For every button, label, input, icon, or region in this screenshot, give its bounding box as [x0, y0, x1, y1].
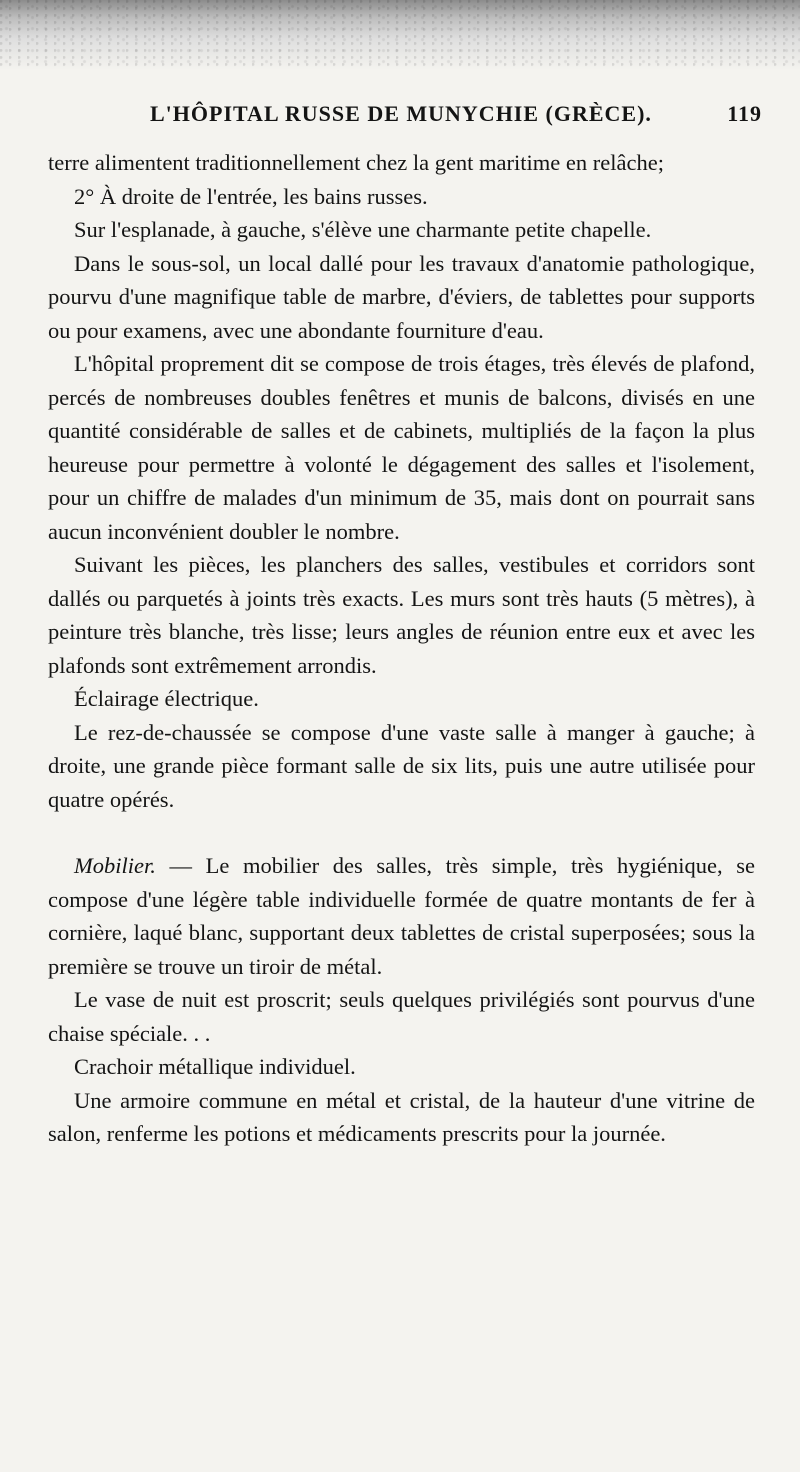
paragraph-mobilier: [48, 849, 755, 983]
mobilier-text: — Le mobilier des salles, très simple, très hygiénique, se compose d'une légère table individuelle formée de quatre montants de fer à cornière, laqué blanc, supportant deux tablettes de cristal superposées; sous la première se trouve un tiroir de métal.: [48, 853, 755, 979]
mobilier-label: Mobilier.: [74, 853, 156, 878]
paragraph-bains-russes: 2° À droite de l'entrée, les bains russes.: [74, 183, 428, 209]
running-header: [150, 101, 762, 137]
paragraph-eclairage: Éclairage électrique.: [74, 686, 259, 711]
page-number: 119: [727, 101, 762, 126]
paragraph-hopital: L'hôpital proprement dit se compose de trois étages, très élevés de plafond, percés de nombreuses doubles fenêtres et munis de balcons, divisés en une quantité considérable de salles et de cabinets, multipliés de la façon la plus heureuse pour permettre à volonté le dégagement des salles et l'isolement, pour un chiffre de malades d'un minimum de 35, mais dont on pourrait sans aucun inconvénient doubler le nombre.: [48, 351, 755, 544]
paragraph-rez-de-chaussee: Le rez-de-chaussée se compose d'une vaste salle à manger à gauche; à droite, une grande pièce formant salle de six lits, puis une autre utilisée pour quatre opérés.: [48, 719, 755, 812]
scan-edge-shadow: [0, 0, 800, 70]
paragraph-vase-de-nuit: Le vase de nuit est proscrit; seuls quelques privilégiés sont pourvus d'une chaise spéciale. . .: [48, 987, 755, 1046]
paragraph-sous-sol: Dans le sous-sol, un local dallé pour les travaux d'anatomie pathologique, pourvu d'une magnifique table de marbre, d'éviers, de tablettes pour supports ou pour examens, avec une abondante fourniture d'eau.: [48, 250, 755, 343]
running-title: L'HÔPITAL RUSSE DE MUNYCHIE (GRÈCE).: [150, 101, 652, 126]
paragraph-continuation: terre alimentent traditionnellement chez la gent maritime en relâche;: [48, 150, 664, 175]
paragraph-crachoir: Crachoir métallique individuel.: [74, 1054, 356, 1079]
paragraph-armoire: Une armoire commune en métal et cristal, de la hauteur d'une vitrine de salon, renferme les potions et médicaments prescrits pour la journée.: [48, 1087, 755, 1146]
paragraph-esplanade: Sur l'esplanade, à gauche, s'élève une charmante petite chapelle.: [74, 217, 652, 242]
body-text: [48, 146, 755, 1151]
paragraph-planchers: Suivant les pièces, les planchers des salles, vestibules et corridors sont dallés ou parquetés à joints très exacts. Les murs sont très hauts (5 mètres), à peinture très blanche, très lisse; leurs angles de réunion entre eux et avec les plafonds sont extrêmement arrondis.: [48, 552, 755, 678]
